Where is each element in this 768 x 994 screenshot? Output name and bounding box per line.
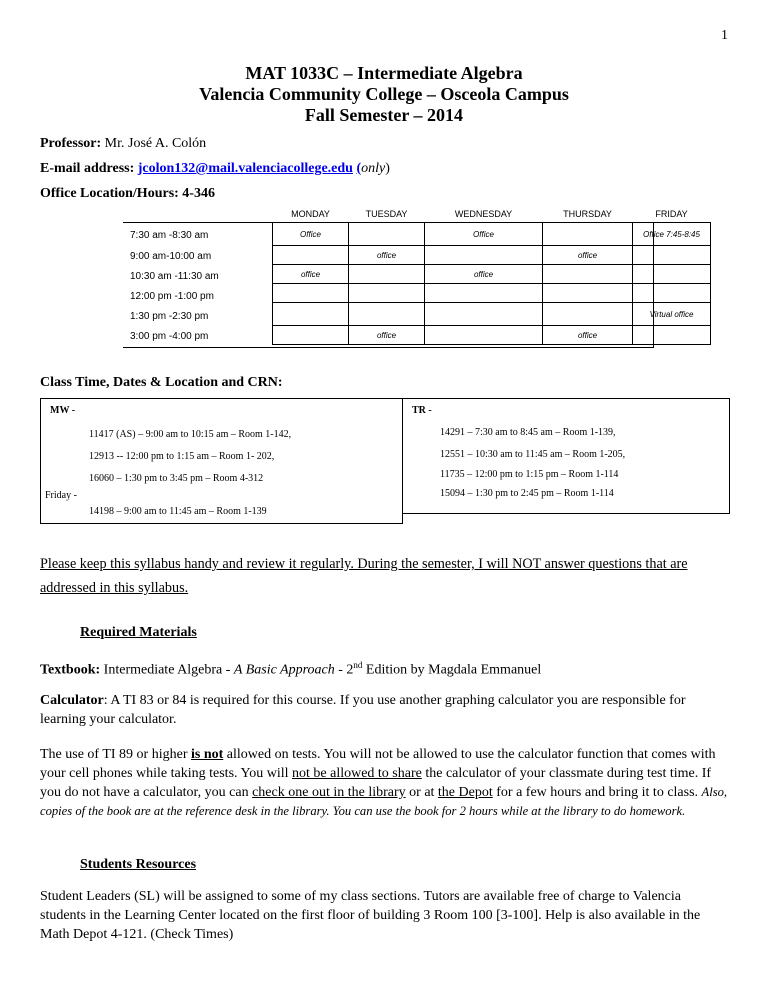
- professor-name: Mr. José A. Colón: [104, 136, 207, 151]
- oh-cell: [543, 284, 633, 303]
- oh-cell: [425, 326, 543, 345]
- day-wednesday: WEDNESDAY: [425, 206, 543, 223]
- mw-section-3: 16060 – 1:30 pm to 3:45 pm – Room 4-312: [89, 473, 264, 484]
- time-row-2: 9:00 am-10:00 am: [130, 251, 212, 262]
- page-number: 1: [721, 28, 728, 43]
- syllabus-notice: Please keep this syllabus handy and review it regularly. During the semester, I will NOT answer questions that are addressed in this syllabus.: [40, 556, 688, 596]
- oh-cell: [633, 246, 711, 265]
- oh-cell: office: [349, 246, 425, 265]
- time-row-6: 3:00 pm -4:00 pm: [130, 331, 209, 342]
- textbook-pre: Intermediate Algebra -: [103, 662, 231, 678]
- time-row-4: 12:00 pm -1:00 pm: [130, 291, 214, 302]
- student-resources-heading: Students Resources: [80, 857, 197, 872]
- tr-section-4: 15094 – 1:30 pm to 2:45 pm – Room 1-114: [440, 488, 614, 499]
- oh-cell: [543, 265, 633, 284]
- oh-cell: office: [425, 265, 543, 284]
- calculator-paragraph: [40, 691, 728, 729]
- professor-line: [40, 136, 206, 152]
- oh-cell: Office: [273, 223, 349, 246]
- document-title: [0, 63, 768, 126]
- ti-no-share: not be allowed to share: [292, 766, 422, 781]
- ti-is-not: is not: [190, 747, 224, 762]
- ti-part-3: the calculator of your classmate during test time. If you do not have a calculator, you can: [40, 766, 712, 800]
- oh-cell: [273, 303, 349, 326]
- calculator-text: : A TI 83 or 84 is required for this course. If you use another graphing calculator you are responsible for learning your calculator.: [40, 693, 686, 727]
- day-thursday: THURSDAY: [543, 206, 633, 223]
- oh-cell: [425, 303, 543, 326]
- textbook-sup: nd: [353, 660, 363, 670]
- oh-cell: [543, 223, 633, 246]
- email-label: E-mail address:: [40, 161, 135, 176]
- friday-section-1: 14198 – 9:00 am to 11:45 am – Room 1-139: [89, 506, 267, 517]
- ti-part-4: or at: [409, 785, 435, 800]
- oh-cell: [633, 265, 711, 284]
- oh-cell: office: [273, 265, 349, 284]
- time-row-3: 10:30 am -11:30 am: [130, 271, 219, 282]
- ti-depot: the Depot: [437, 785, 493, 800]
- class-time-heading: Class Time, Dates & Location and CRN:: [40, 375, 283, 390]
- oh-cell: [543, 303, 633, 326]
- email-line: [40, 161, 390, 177]
- tr-section-3: 11735 – 12:00 pm to 1:15 pm – Room 1-114: [440, 469, 619, 480]
- tr-label: TR -: [412, 405, 432, 416]
- email-link[interactable]: jcolon132@mail.valenciacollege.edu: [137, 161, 353, 176]
- ti-part-2: allowed on tests. You will not be allowed to use the calculator function that comes with your cell phones while taking tests. You will: [40, 747, 716, 781]
- oh-cell: office: [349, 326, 425, 345]
- textbook-title: A Basic Approach: [233, 662, 335, 678]
- oh-cell: Office: [425, 223, 543, 246]
- textbook-edition: - 2: [338, 662, 354, 678]
- mw-label: MW -: [50, 405, 76, 416]
- ti-paragraph: [40, 745, 728, 821]
- ti-part-1: The use of TI 89 or higher: [40, 747, 188, 762]
- oh-cell: [633, 284, 711, 303]
- title-college: Valencia Community College – Osceola Campus: [199, 84, 569, 104]
- oh-cell: [273, 284, 349, 303]
- office-hours-table: [272, 206, 711, 345]
- oh-cell: [349, 223, 425, 246]
- textbook-label: Textbook:: [40, 662, 101, 678]
- office-location: Office Location/Hours: 4-346: [40, 186, 215, 201]
- ti-check-out: check one out in the library: [252, 785, 406, 800]
- calculator-label: Calculator: [40, 693, 104, 708]
- oh-cell: [633, 326, 711, 345]
- day-friday: FRIDAY: [633, 206, 711, 223]
- email-paren-open: (: [356, 161, 362, 176]
- ti-book-note: Also, copies of the book are at the reference desk in the library. You can use the book for 2 hours while at the library to do homework.: [40, 785, 728, 818]
- oh-cell: office: [543, 246, 633, 265]
- tr-section-1: 14291 – 7:30 am to 8:45 am – Room 1-139,: [440, 427, 616, 438]
- mw-section-1: 11417 (AS) – 9:00 am to 10:15 am – Room 1-142,: [89, 429, 292, 440]
- oh-cell: [349, 265, 425, 284]
- ti-part-5: for a few hours and bring it to class.: [496, 785, 699, 800]
- oh-cell: [425, 246, 543, 265]
- required-materials-heading: Required Materials: [80, 625, 197, 640]
- time-row-1: 7:30 am -8:30 am: [130, 230, 209, 241]
- oh-cell: Office 7:45-8:45: [633, 223, 711, 246]
- email-paren-close: ): [385, 161, 390, 176]
- oh-cell: [425, 284, 543, 303]
- friday-label: Friday -: [45, 490, 77, 501]
- textbook-post: Edition by Magdala Emmanuel: [365, 662, 542, 678]
- day-monday: MONDAY: [273, 206, 349, 223]
- email-only: only: [361, 161, 386, 176]
- title-course: MAT 1033C – Intermediate Algebra: [245, 63, 523, 83]
- professor-label: Professor:: [40, 136, 102, 151]
- student-resources-text: Student Leaders (SL) will be assigned to some of my class sections. Tutors are available free of charge to Valencia students in the Learning Center located on the first floor of building 3 Room 100 [3-100]. Help is also available in the Math Depot 4-121. (Check Times): [40, 889, 701, 942]
- day-tuesday: TUESDAY: [349, 206, 425, 223]
- oh-cell: [273, 326, 349, 345]
- title-semester: Fall Semester – 2014: [304, 105, 464, 125]
- textbook-line: [40, 655, 728, 681]
- oh-cell: [349, 303, 425, 326]
- oh-cell: Virtual office: [633, 303, 711, 326]
- time-row-5: 1:30 pm -2:30 pm: [130, 311, 209, 322]
- tr-section-2: 12551 – 10:30 am to 11:45 am – Room 1-205,: [440, 449, 626, 460]
- mw-section-2: 12913 -- 12:00 pm to 1:15 am – Room 1- 202,: [89, 451, 275, 462]
- oh-cell: [273, 246, 349, 265]
- oh-cell: [349, 284, 425, 303]
- oh-cell: office: [543, 326, 633, 345]
